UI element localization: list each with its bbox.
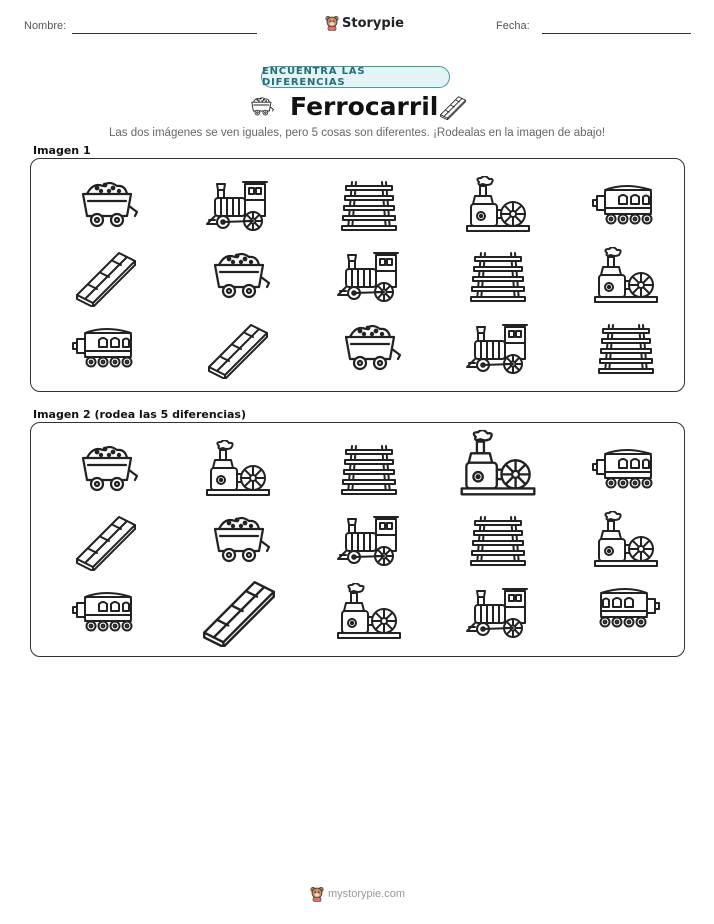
brand-logo (325, 13, 404, 33)
passenger-car-icon (591, 176, 661, 236)
track-icon[interactable] (463, 511, 533, 571)
steam-engine-icon (591, 247, 661, 307)
cart-icon (203, 247, 273, 307)
cart-icon (247, 95, 275, 119)
footer-url[interactable]: mystorypie.com (328, 888, 406, 900)
footer (310, 884, 405, 904)
image2-label: Imagen 2 (rodea las 5 diferencias) (33, 408, 247, 421)
passenger-car-icon (71, 319, 141, 379)
plank-icon (438, 93, 468, 121)
plank-icon[interactable] (197, 575, 281, 647)
bear-icon (310, 886, 324, 902)
name-label: Nombre: (24, 20, 67, 32)
date-label: Fecha: (496, 20, 530, 32)
plank-icon (71, 247, 141, 307)
track-icon (463, 247, 533, 307)
cart-icon[interactable] (203, 511, 273, 571)
passenger-car-icon[interactable] (71, 583, 141, 643)
track-icon (334, 176, 404, 236)
steam-engine-icon[interactable] (457, 428, 539, 502)
locomotive-icon (203, 176, 273, 236)
steam-engine-icon[interactable] (591, 511, 661, 571)
passenger-car-icon[interactable] (591, 579, 661, 639)
bear-icon (325, 15, 339, 31)
plank-icon[interactable] (71, 511, 141, 571)
activity-badge: ENCUENTRA LAS DIFERENCIAS (261, 66, 450, 88)
locomotive-icon (463, 319, 533, 379)
track-icon (591, 319, 661, 379)
title-row (0, 90, 714, 126)
steam-engine-icon[interactable] (334, 583, 404, 643)
name-line[interactable] (72, 33, 257, 34)
page-title: Ferrocarril (290, 92, 439, 121)
passenger-car-icon[interactable] (591, 440, 661, 500)
cart-icon (334, 319, 404, 379)
steam-engine-icon (463, 176, 533, 236)
worksheet-header (0, 0, 714, 50)
cart-icon[interactable] (71, 440, 141, 500)
track-icon[interactable] (334, 440, 404, 500)
brand-name: Storypie (342, 15, 404, 31)
plank-icon (203, 319, 273, 379)
locomotive-icon[interactable] (463, 583, 533, 643)
locomotive-icon (334, 247, 404, 307)
image2-panel[interactable] (30, 422, 685, 657)
steam-engine-icon[interactable] (203, 440, 273, 500)
locomotive-icon[interactable] (334, 511, 404, 571)
image1-panel (30, 158, 685, 392)
date-line[interactable] (542, 33, 691, 34)
cart-icon (71, 176, 141, 236)
image1-label: Imagen 1 (33, 144, 91, 157)
instructions: Las dos imágenes se ven iguales, pero 5 cosas son diferentes. ¡Rodealas en la imagen de abajo! (108, 127, 606, 139)
